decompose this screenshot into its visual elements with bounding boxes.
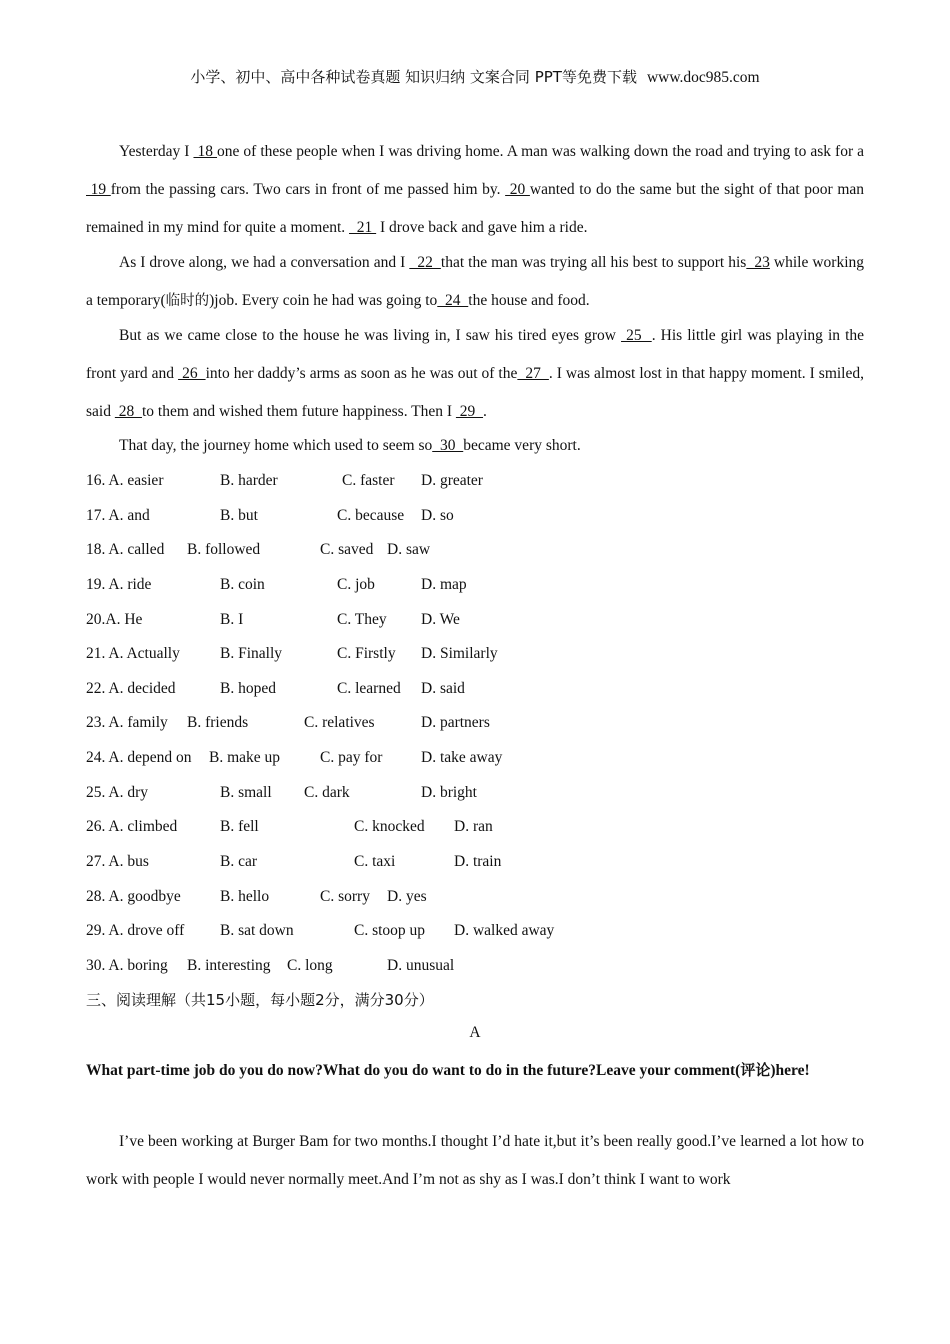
option-c: C. knocked (354, 818, 425, 835)
blank-26: 26 (178, 365, 206, 382)
passage-paragraph-4 (86, 427, 864, 465)
option-c: C. learned (337, 680, 401, 697)
option-c: C. long (287, 957, 333, 974)
blank-23: 23 (746, 254, 770, 271)
option-b: B. fell (220, 818, 259, 835)
chinese-gloss: 临时的 (165, 293, 210, 309)
blank-29: 29 (455, 403, 484, 420)
option-c: C. because (337, 507, 405, 524)
text: from the passing cars. Two cars in front of me passed him by. (110, 181, 506, 198)
option-d: D. We (421, 611, 460, 628)
option-d: D. ran (454, 818, 493, 835)
option-d: D. take away (421, 749, 503, 766)
blank-28: 28 (114, 403, 142, 420)
blank-30: 30 (432, 437, 464, 454)
blank-22: 22 (409, 254, 441, 271)
text: one of these people when I was driving home. A man was walking down the road and trying to ask for a (217, 143, 864, 160)
option-row (86, 609, 864, 631)
option-a: 30. A. boring (86, 957, 168, 974)
option-d: D. saw (387, 541, 431, 558)
option-c: C. dark (304, 784, 350, 801)
option-a: 27. A. bus (86, 853, 149, 870)
option-b: B. followed (187, 541, 261, 558)
option-b: B. but (220, 507, 258, 524)
blank-21: 21 (349, 219, 377, 236)
option-a: 18. A. called (86, 541, 165, 558)
option-b: B. hello (220, 888, 270, 905)
blank-20: 20 (505, 181, 530, 198)
blank-25: 25 (621, 327, 652, 344)
passage-paragraph-3 (86, 317, 864, 431)
option-b: B. I (220, 611, 244, 628)
option-a: 28. A. goodbye (86, 888, 181, 905)
text: that the man was trying all his best to support his (440, 254, 747, 271)
option-b: B. friends (187, 714, 249, 731)
passage-paragraph-1 (86, 133, 864, 247)
option-d: D. so (421, 507, 454, 524)
option-a: 22. A. decided (86, 680, 176, 697)
text: I drove back and gave him a ride. (376, 219, 588, 236)
option-a: 17. A. and (86, 507, 150, 524)
text: into her daddy’s arms as soon as he was out of the (205, 365, 518, 382)
option-a: 25. A. dry (86, 784, 148, 801)
chinese-gloss: 评论 (740, 1061, 771, 1079)
text: while working a temporary( (86, 254, 865, 309)
option-row (86, 678, 864, 700)
option-row (86, 955, 864, 977)
text: to them and wished them future happiness. Then I (141, 403, 456, 420)
option-row (86, 851, 864, 873)
option-row (86, 643, 864, 665)
header-url[interactable]: www.doc985.com (646, 69, 760, 86)
option-a: 20.A. He (86, 611, 143, 628)
option-row (86, 747, 864, 769)
option-a: 21. A. Actually (86, 645, 180, 662)
passage-paragraph-2 (86, 244, 864, 320)
passage-letter: A (469, 1024, 481, 1041)
option-a: 24. A. depend on (86, 749, 192, 766)
reading-passage-body: I’ve been working at Burger Bam for two months.I thought I’d hate it,but it’s been really good.I’ve learned a lot how to work with people I would never normally meet.And I’m not as shy as I was.I don’t think I want to work (86, 1133, 864, 1188)
option-c: C. stoop up (354, 922, 426, 939)
option-row (86, 539, 864, 561)
option-row (86, 470, 864, 492)
option-row (86, 920, 864, 942)
text: As I drove along, we had a conversation and I (119, 254, 410, 271)
option-a: 26. A. climbed (86, 818, 178, 835)
section-title: 三、阅读理解（共15小题，每小题2分，满分30分） (86, 991, 434, 1009)
option-c: C. They (337, 611, 387, 628)
reading-question-heading (86, 1051, 864, 1090)
text: )here! (770, 1062, 810, 1079)
text: Yesterday I (119, 143, 194, 160)
option-b: B. small (220, 784, 272, 801)
option-c: C. taxi (354, 853, 396, 870)
text: But as we came close to the house he was living in, I saw his tired eyes grow (119, 327, 622, 344)
option-d: D. yes (387, 888, 427, 905)
option-d: D. walked away (454, 922, 555, 939)
text: . His little girl was playing in the front yard and (86, 327, 865, 382)
option-row (86, 782, 864, 804)
option-b: B. hoped (220, 680, 276, 697)
text: . (483, 403, 487, 420)
option-b: B. make up (209, 749, 281, 766)
text: )job. Every coin he had was going to (209, 292, 438, 309)
blank-19: 19 (86, 181, 111, 198)
option-d: D. said (421, 680, 465, 697)
option-a: 16. A. easier (86, 472, 164, 489)
option-c: C. Firstly (337, 645, 396, 662)
blank-27: 27 (517, 365, 549, 382)
text: the house and food. (468, 292, 590, 309)
option-a: 29. A. drove off (86, 922, 185, 939)
header-title: 小学、初中、高中各种试卷真题 知识归纳 文案合同 PPT等免费下载 (190, 68, 637, 86)
option-a: 23. A. family (86, 714, 168, 731)
text: . I was almost lost in that happy moment. I smiled, said (86, 365, 864, 420)
option-b: B. car (220, 853, 258, 870)
option-d: D. train (454, 853, 502, 870)
option-row (86, 574, 864, 596)
option-b: B. interesting (187, 957, 271, 974)
option-b: B. sat down (220, 922, 294, 939)
option-row (86, 886, 864, 908)
blank-18: 18 (193, 143, 218, 160)
option-d: D. bright (421, 784, 477, 801)
option-c: C. relatives (304, 714, 375, 731)
option-c: C. saved (320, 541, 374, 558)
option-row (86, 505, 864, 527)
option-b: B. Finally (220, 645, 283, 662)
text: That day, the journey home which used to seem so (119, 437, 433, 454)
option-d: D. greater (421, 472, 483, 489)
option-row (86, 712, 864, 734)
text: wanted to do the same but the sight of that poor man remained in my mind for quite a moment. (86, 181, 865, 236)
option-c: C. pay for (320, 749, 383, 766)
option-b: B. harder (220, 472, 278, 489)
option-c: C. job (337, 576, 375, 593)
option-d: D. unusual (387, 957, 455, 974)
text: What part-time job do you do now?What do you do want to do in the future?Leave your comment( (86, 1062, 741, 1079)
text: became very short. (463, 437, 581, 454)
option-d: D. partners (421, 714, 490, 731)
option-c: C. sorry (320, 888, 370, 905)
option-b: B. coin (220, 576, 265, 593)
page-header (0, 66, 950, 87)
option-c: C. faster (342, 472, 395, 489)
option-d: D. Similarly (421, 645, 498, 662)
option-row (86, 816, 864, 838)
blank-24: 24 (437, 292, 469, 309)
option-d: D. map (421, 576, 467, 593)
option-a: 19. A. ride (86, 576, 152, 593)
